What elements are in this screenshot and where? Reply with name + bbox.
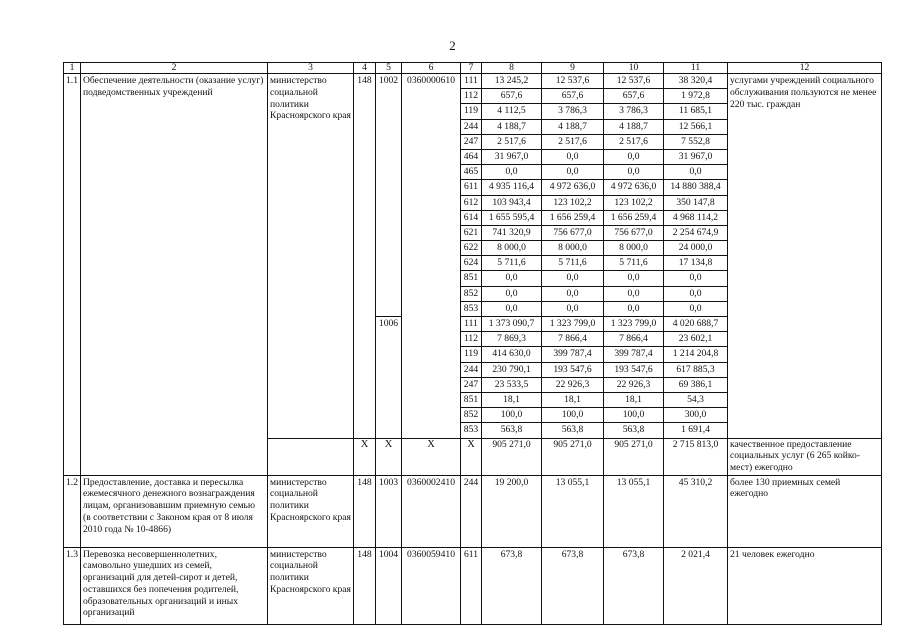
amount-cell: 0,0 — [604, 165, 664, 180]
column-header-11: 11 — [664, 63, 728, 74]
column-header-4: 4 — [354, 63, 376, 74]
vr-code: 119 — [461, 104, 482, 119]
amount-cell: 0,0 — [542, 301, 604, 316]
column-header-7: 7 — [461, 63, 482, 74]
amount-cell: 7 552,8 — [664, 134, 728, 149]
amount-cell: 2 517,6 — [482, 134, 542, 149]
amount-cell: 5 711,6 — [604, 256, 664, 271]
amount-cell: 657,6 — [604, 89, 664, 104]
amount-cell: 18,1 — [542, 392, 604, 407]
amount-cell: 103 943,4 — [482, 195, 542, 210]
table-row — [64, 63, 882, 74]
grbs-code: 148 — [354, 74, 376, 439]
amount-cell: 100,0 — [542, 408, 604, 423]
amount-cell: 24 000,0 — [664, 241, 728, 256]
csr-code: 0360059410 — [402, 547, 461, 624]
amount-cell: 0,0 — [604, 286, 664, 301]
amount-cell: 3 786,3 — [542, 104, 604, 119]
amount-cell: 7 866,4 — [604, 332, 664, 347]
amount-cell: 22 926,3 — [542, 377, 604, 392]
amount-cell: 756 677,0 — [604, 225, 664, 240]
column-header-3: 3 — [268, 63, 354, 74]
amount-cell: 123 102,2 — [604, 195, 664, 210]
budget-table — [63, 62, 882, 625]
amount-cell: 8 000,0 — [542, 241, 604, 256]
amount-cell: 1 691,4 — [664, 423, 728, 438]
amount-cell: 4 188,7 — [542, 119, 604, 134]
amount-cell: 5 711,6 — [482, 256, 542, 271]
amount-cell: 100,0 — [604, 408, 664, 423]
column-header-5: 5 — [376, 63, 402, 74]
amount-cell: 2 517,6 — [604, 134, 664, 149]
vr-code: 851 — [461, 271, 482, 286]
amount-cell: 0,0 — [542, 149, 604, 164]
amount-cell: 193 547,6 — [604, 362, 664, 377]
amount-cell: 12 537,6 — [604, 74, 664, 89]
amount-cell: 563,8 — [604, 423, 664, 438]
amount-cell: 0,0 — [664, 286, 728, 301]
row-number: 1.2 — [64, 475, 81, 547]
amount-cell: 0,0 — [604, 271, 664, 286]
amount-cell: 45 310,2 — [664, 475, 728, 547]
amount-cell: 0,0 — [604, 149, 664, 164]
amount-cell: 399 787,4 — [604, 347, 664, 362]
amount-cell: 657,6 — [542, 89, 604, 104]
total-amount: 2 715 813,0 — [664, 438, 728, 475]
amount-cell: 4 972 636,0 — [542, 180, 604, 195]
column-header-1: 1 — [64, 63, 81, 74]
vr-code: 622 — [461, 241, 482, 256]
amount-cell: 4 935 116,4 — [482, 180, 542, 195]
total-amount: 905 271,0 — [604, 438, 664, 475]
total-result: качественное предоставление социальных услуг (6 265 койко-мест) ежегодно — [728, 438, 882, 475]
csr-code: 0360000610 — [402, 74, 461, 439]
amount-cell: 0,0 — [664, 165, 728, 180]
amount-cell: 673,8 — [542, 547, 604, 624]
amount-cell: 2 021,4 — [664, 547, 728, 624]
amount-cell: 12 537,6 — [542, 74, 604, 89]
amount-cell: 23 602,1 — [664, 332, 728, 347]
executor-name: министерство социальной политики Красноярского края — [268, 74, 354, 439]
amount-cell: 1 655 595,4 — [482, 210, 542, 225]
rzpr-code: 1004 — [376, 547, 402, 624]
amount-cell: 69 386,1 — [664, 377, 728, 392]
executor-name: министерство социальной политики Красноярского края — [268, 475, 354, 547]
amount-cell: 4 188,7 — [604, 119, 664, 134]
column-header-6: 6 — [402, 63, 461, 74]
vr-code: 851 — [461, 392, 482, 407]
amount-cell: 4 972 636,0 — [604, 180, 664, 195]
amount-cell: 23 533,5 — [482, 377, 542, 392]
rzpr-code: 1003 — [376, 475, 402, 547]
total-amount: 905 271,0 — [482, 438, 542, 475]
amount-cell: 19 200,0 — [482, 475, 542, 547]
amount-cell: 0,0 — [664, 271, 728, 286]
amount-cell: 0,0 — [542, 286, 604, 301]
amount-cell: 1 656 259,4 — [542, 210, 604, 225]
amount-cell: 3 786,3 — [604, 104, 664, 119]
vr-code: 852 — [461, 408, 482, 423]
amount-cell: 673,8 — [604, 547, 664, 624]
rzpr-code: 1006 — [376, 317, 402, 439]
column-header-8: 8 — [482, 63, 542, 74]
x-mark: Х — [461, 438, 482, 475]
vr-code: 111 — [461, 74, 482, 89]
amount-cell: 756 677,0 — [542, 225, 604, 240]
expected-result: услугами учреждений социального обслуживания пользуются не менее 220 тыс. граждан — [728, 74, 882, 439]
expected-result: 21 человек ежегодно — [728, 547, 882, 624]
amount-cell: 4 020 688,7 — [664, 317, 728, 332]
amount-cell: 0,0 — [482, 271, 542, 286]
amount-cell: 1 323 799,0 — [604, 317, 664, 332]
vr-code: 112 — [461, 332, 482, 347]
amount-cell: 617 885,3 — [664, 362, 728, 377]
amount-cell: 1 373 090,7 — [482, 317, 542, 332]
x-mark: Х — [354, 438, 376, 475]
vr-code: 119 — [461, 347, 482, 362]
amount-cell: 1 656 259,4 — [604, 210, 664, 225]
amount-cell: 1 972,8 — [664, 89, 728, 104]
empty-executor-cell — [268, 438, 354, 475]
table-row — [64, 547, 882, 624]
amount-cell: 2 254 674,9 — [664, 225, 728, 240]
column-header-12: 12 — [728, 63, 882, 74]
amount-cell: 22 926,3 — [604, 377, 664, 392]
amount-cell: 0,0 — [604, 301, 664, 316]
amount-cell: 8 000,0 — [604, 241, 664, 256]
vr-code: 611 — [461, 547, 482, 624]
amount-cell: 0,0 — [482, 301, 542, 316]
total-amount: 905 271,0 — [542, 438, 604, 475]
amount-cell: 13 055,1 — [604, 475, 664, 547]
x-mark: Х — [402, 438, 461, 475]
vr-code: 465 — [461, 165, 482, 180]
amount-cell: 1 214 204,8 — [664, 347, 728, 362]
rzpr-code: 1002 — [376, 74, 402, 317]
vr-code: 614 — [461, 210, 482, 225]
vr-code: 621 — [461, 225, 482, 240]
csr-code: 0360002410 — [402, 475, 461, 547]
amount-cell: 657,6 — [482, 89, 542, 104]
table-row — [64, 475, 882, 547]
measure-name: Обеспечение деятельности (оказание услуг) подведомственных учреждений — [81, 74, 268, 476]
amount-cell: 4 188,7 — [482, 119, 542, 134]
vr-code: 611 — [461, 180, 482, 195]
grbs-code: 148 — [354, 547, 376, 624]
vr-code: 612 — [461, 195, 482, 210]
amount-cell: 673,8 — [482, 547, 542, 624]
amount-cell: 0,0 — [664, 301, 728, 316]
amount-cell: 13 245,2 — [482, 74, 542, 89]
amount-cell: 741 320,9 — [482, 225, 542, 240]
amount-cell: 123 102,2 — [542, 195, 604, 210]
vr-code: 464 — [461, 149, 482, 164]
table-row — [64, 74, 882, 89]
measure-name: Предоставление, доставка и пересылка ежемесячного денежного вознаграждения лицам, организовавшим приемную семью (в соответствии с Законом края от 8 июля 2010 года № 10-4866) — [81, 475, 268, 547]
vr-code: 852 — [461, 286, 482, 301]
amount-cell: 2 517,6 — [542, 134, 604, 149]
amount-cell: 399 787,4 — [542, 347, 604, 362]
executor-name: министерство социальной политики Красноярского края — [268, 547, 354, 624]
amount-cell: 563,8 — [542, 423, 604, 438]
vr-code: 244 — [461, 362, 482, 377]
amount-cell: 4 112,5 — [482, 104, 542, 119]
amount-cell: 7 866,4 — [542, 332, 604, 347]
page-number: 2 — [449, 38, 456, 53]
row-number: 1.3 — [64, 547, 81, 624]
amount-cell: 8 000,0 — [482, 241, 542, 256]
amount-cell: 414 630,0 — [482, 347, 542, 362]
amount-cell: 17 134,8 — [664, 256, 728, 271]
amount-cell: 0,0 — [482, 165, 542, 180]
amount-cell: 31 967,0 — [664, 149, 728, 164]
amount-cell: 18,1 — [604, 392, 664, 407]
grbs-code: 148 — [354, 475, 376, 547]
amount-cell: 230 790,1 — [482, 362, 542, 377]
amount-cell: 38 320,4 — [664, 74, 728, 89]
amount-cell: 7 869,3 — [482, 332, 542, 347]
amount-cell: 4 968 114,2 — [664, 210, 728, 225]
column-header-10: 10 — [604, 63, 664, 74]
amount-cell: 13 055,1 — [542, 475, 604, 547]
amount-cell: 12 566,1 — [664, 119, 728, 134]
amount-cell: 14 880 388,4 — [664, 180, 728, 195]
row-number: 1.1 — [64, 74, 81, 476]
x-mark: Х — [376, 438, 402, 475]
amount-cell: 18,1 — [482, 392, 542, 407]
column-header-2: 2 — [81, 63, 268, 74]
amount-cell: 100,0 — [482, 408, 542, 423]
vr-code: 244 — [461, 475, 482, 547]
amount-cell: 0,0 — [542, 165, 604, 180]
vr-code: 247 — [461, 134, 482, 149]
amount-cell: 5 711,6 — [542, 256, 604, 271]
amount-cell: 300,0 — [664, 408, 728, 423]
vr-code: 111 — [461, 317, 482, 332]
vr-code: 624 — [461, 256, 482, 271]
vr-code: 244 — [461, 119, 482, 134]
amount-cell: 0,0 — [542, 271, 604, 286]
amount-cell: 193 547,6 — [542, 362, 604, 377]
amount-cell: 0,0 — [482, 286, 542, 301]
expected-result: более 130 приемных семей ежегодно — [728, 475, 882, 547]
amount-cell: 563,8 — [482, 423, 542, 438]
vr-code: 853 — [461, 423, 482, 438]
vr-code: 112 — [461, 89, 482, 104]
amount-cell: 1 323 799,0 — [542, 317, 604, 332]
amount-cell: 350 147,8 — [664, 195, 728, 210]
measure-name: Перевозка несовершеннолетних, самовольно ушедших из семей, организаций для детей-сирот и детей, оставшихся без попечения родителей, образовательных организаций и иных организаций — [81, 547, 268, 624]
amount-cell: 11 685,1 — [664, 104, 728, 119]
vr-code: 247 — [461, 377, 482, 392]
amount-cell: 54,3 — [664, 392, 728, 407]
column-header-9: 9 — [542, 63, 604, 74]
amount-cell: 31 967,0 — [482, 149, 542, 164]
vr-code: 853 — [461, 301, 482, 316]
